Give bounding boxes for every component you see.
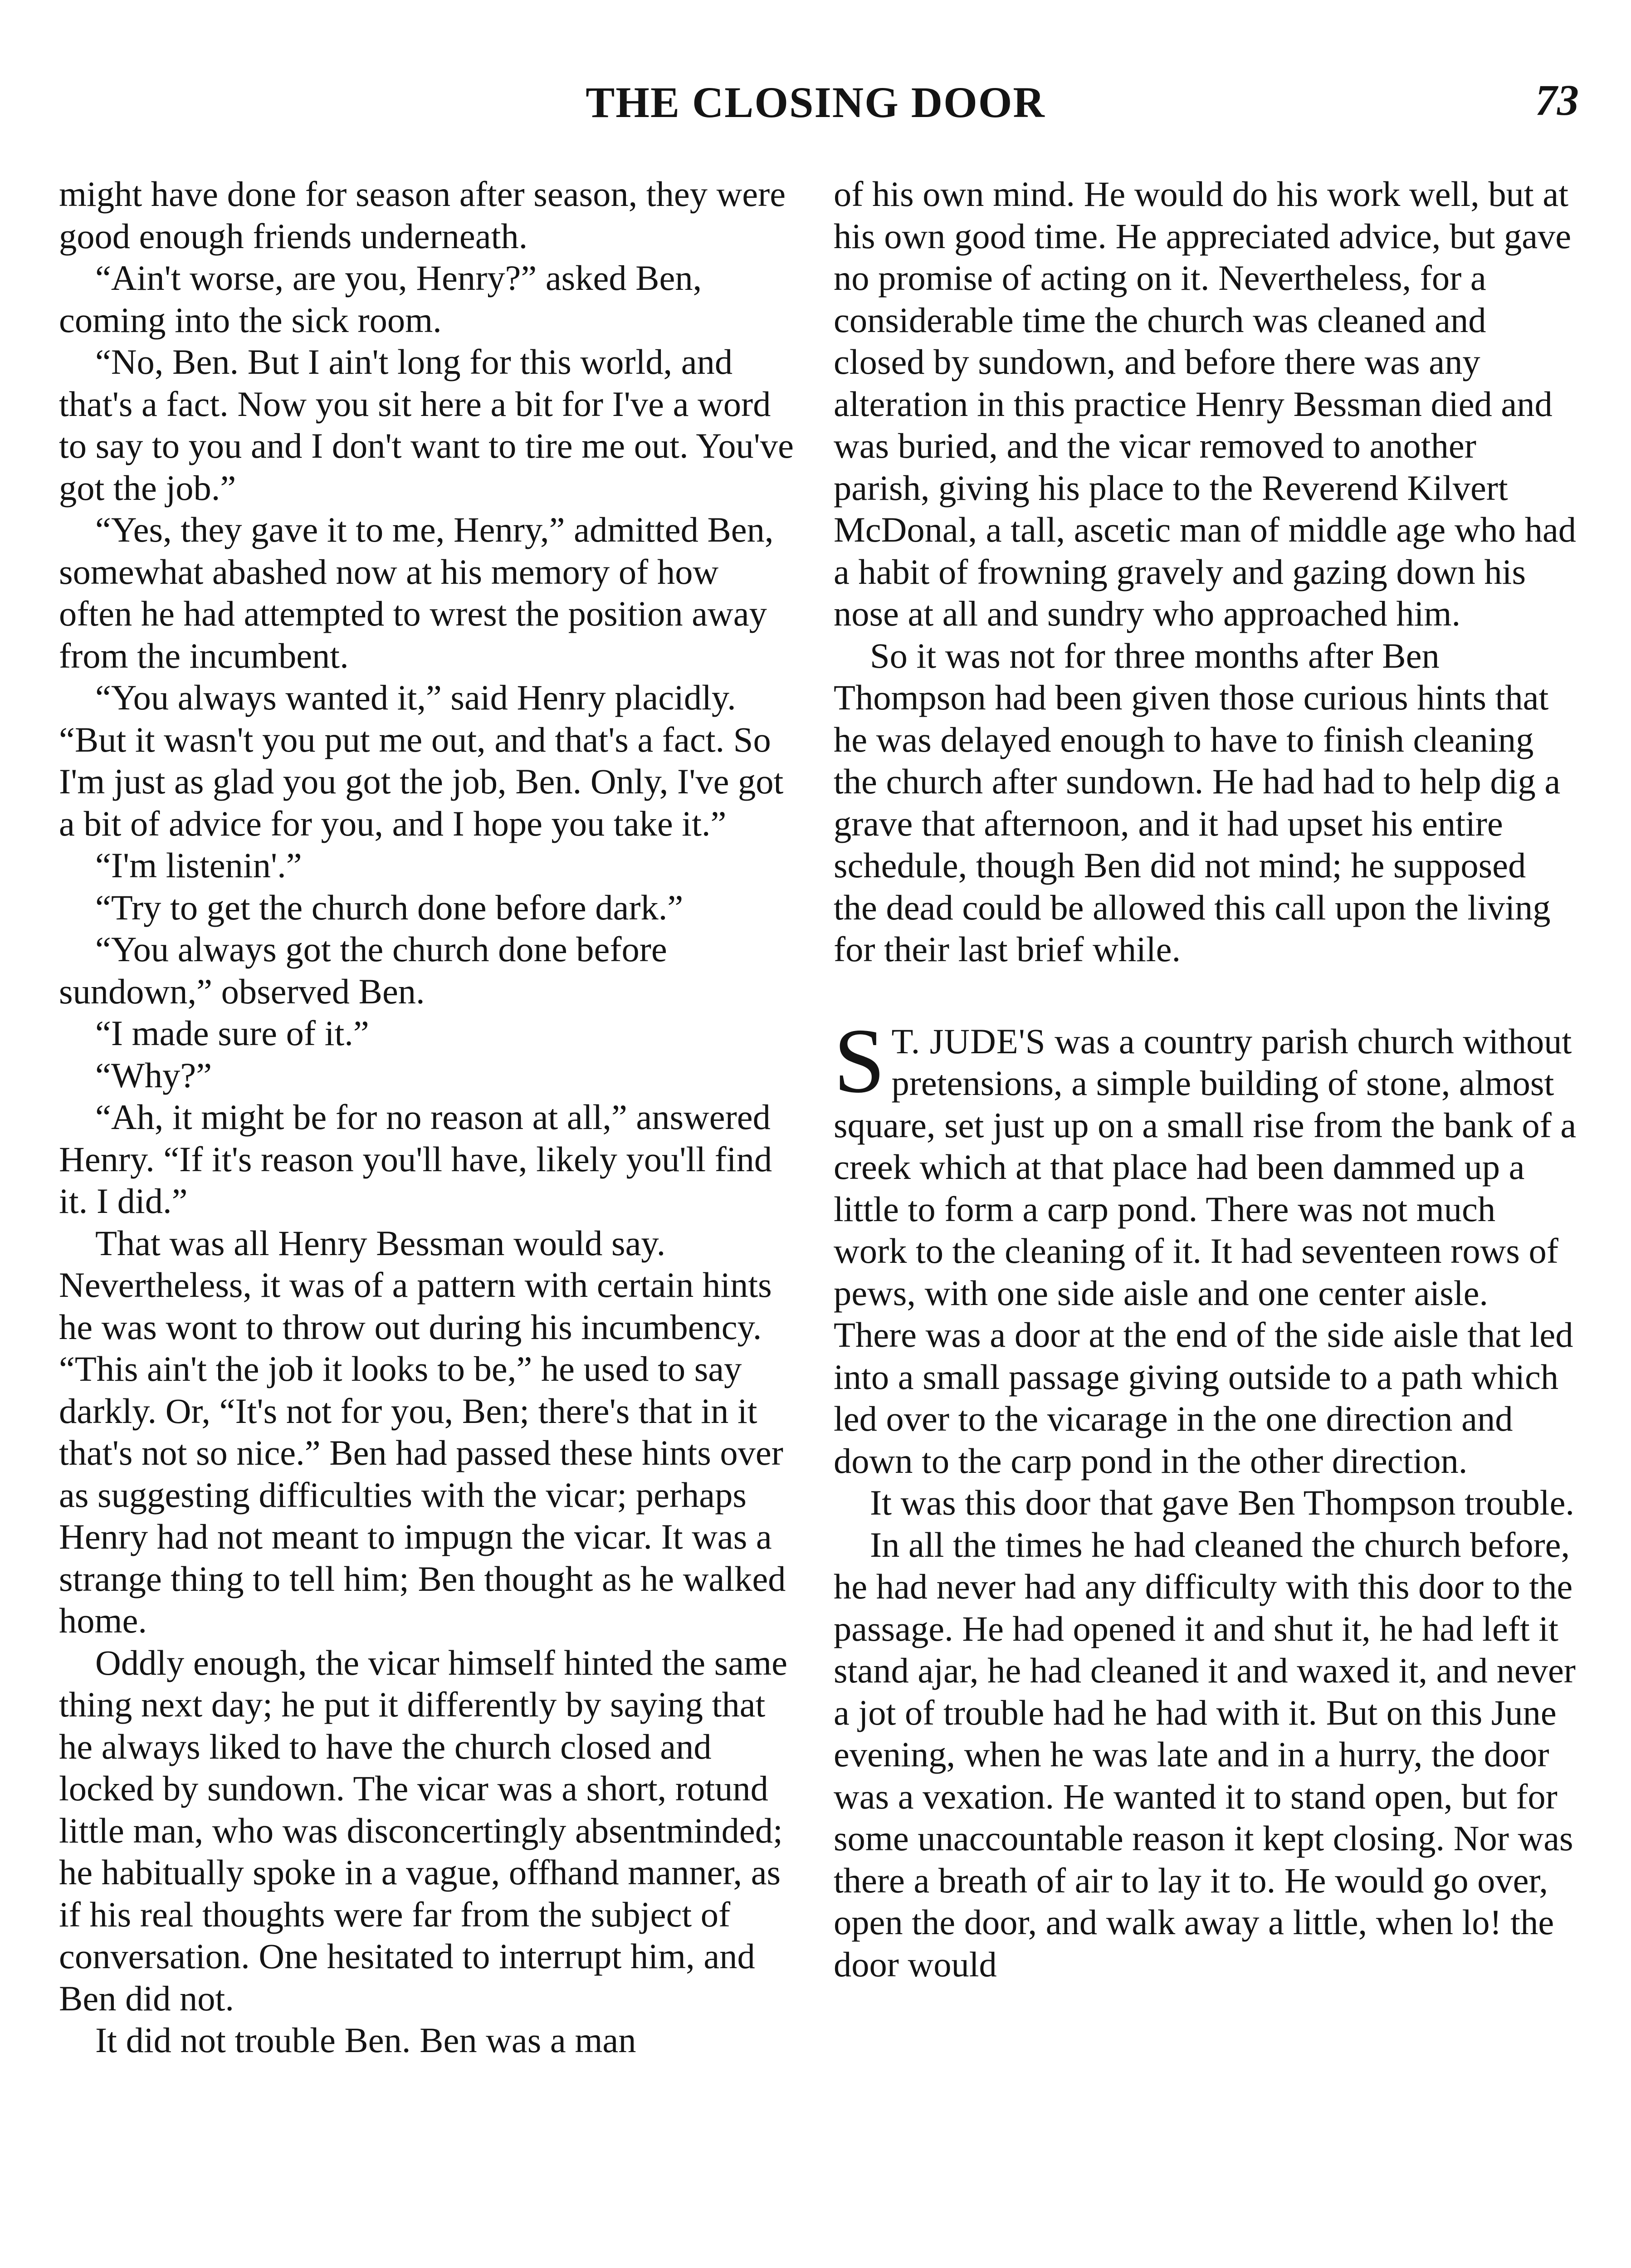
paragraph: might have done for season after season, they were good enough friends underneath. [59, 174, 786, 256]
running-title: THE CLOSING DOOR [586, 78, 1045, 127]
paragraph: “Ah, it might be for no reason at all,” answered Henry. “If it's reason you'll have, likely you'll find it. I did.” [59, 1097, 772, 1221]
section-lead: T. JUDE'S [891, 1021, 1046, 1061]
paragraph: “You always got the church done before sundown,” observed Ben. [59, 929, 667, 1011]
paragraph: “I made sure of it.” [95, 1013, 369, 1053]
right-column [834, 173, 1577, 1985]
paragraph: “Why?” [95, 1055, 212, 1095]
paragraph: In all the times he had cleaned the church before, he had never had any difficulty with this door to the passage. He had opened it and shut it, he had left it stand ajar, he had cleaned it and waxed it, and never a jot of trouble had he had with it. But on this June evening, when he was late and in a hurry, the door was a vexation. He wanted it to stand open, but for some unaccountable reason it kept closing. Nor was there a breath of air to lay it to. He would go over, open the door, and walk away a little, when lo! the door would [834, 1525, 1576, 1984]
paragraph: It was this door that gave Ben Thompson trouble. [870, 1483, 1575, 1522]
paragraph: “Yes, they gave it to me, Henry,” admitted Ben, somewhat abashed now at his memory of how often he had attempted to wrest the position away from the incumbent. [59, 510, 774, 675]
page-number: 73 [1535, 76, 1579, 124]
paragraph: “I'm listenin'.” [95, 846, 302, 885]
paragraph: “Ain't worse, are you, Henry?” asked Ben, coming into the sick room. [59, 258, 702, 340]
paragraph: “Try to get the church done before dark.” [95, 887, 684, 927]
section-text: was a country parish church without pretensions, a simple building of stone, almost square, set just up on a small rise from the bank of a creek which at that place had been dammed up a little to form a carp pond. There was not much work to the cleaning of it. It had seventeen rows of pews, with one side aisle and one center aisle. There was a door at the end of the side aisle that led into a small passage giving outside to a path which led over to the vicarage in the one direction and down to the carp pond in the other direction. [834, 1021, 1577, 1481]
left-column [59, 173, 801, 2062]
paragraph: “No, Ben. But I ain't long for this world, and that's a fact. Now you sit here a bit for I've a word to say to you and I don't want to tire me out. You've got the job.” [59, 342, 794, 508]
paragraph: So it was not for three months after Ben Thompson had been given those curious hints that he was delayed enough to have to finish cleaning the church after sundown. He had had to help dig a grave that afternoon, and it had upset his entire schedule, though Ben did not mind; he supposed the dead could be allowed this call upon the living for their last brief while. [834, 635, 1561, 969]
paragraph: Oddly enough, the vicar himself hinted the same thing next day; he put it differently by saying that he always liked to have the church closed and locked by sundown. The vicar was a short, rotund little man, who was disconcertingly absentminded; he habitually spoke in a vague, offhand manner, as if his real thoughts were far from the subject of conversation. One hesitated to interrupt him, and Ben did not. [59, 1642, 787, 2018]
paragraph: It did not trouble Ben. Ben was a man [95, 2020, 636, 2060]
drop-cap: S [834, 1009, 885, 1112]
section-opening-paragraph [834, 1009, 1577, 1482]
paragraph: That was all Henry Bessman would say. Nevertheless, it was of a pattern with certain hints he was wont to throw out during his incumbency. “This ain't the job it looks to be,” he used to say darkly. Or, “It's not for you, Ben; there's that in it that's not so nice.” Ben had passed these hints over as suggesting difficulties with the vicar; perhaps Henry had not meant to impugn the vicar. It was a strange thing to tell him; Ben thought as he walked home. [59, 1223, 786, 1640]
paragraph: of his own mind. He would do his work well, but at his own good time. He appreciated advice, but gave no promise of acting on it. Nevertheless, for a considerable time the church was cleaned and closed by sundown, and before there was any alteration in this practice Henry Bessman died and was buried, and the vicar removed to another parish, giving his place to the Reverend Kilvert McDonal, a tall, ascetic man of middle age who had a habit of frowning gravely and gazing down his nose at all and sundry who approached him. [834, 174, 1577, 633]
paragraph: “You always wanted it,” said Henry placidly. “But it wasn't you put me out, and that's a fact. So I'm just as glad you got the job, Ben. Only, I've got a bit of advice for you, and I hope you take it.” [59, 678, 784, 843]
